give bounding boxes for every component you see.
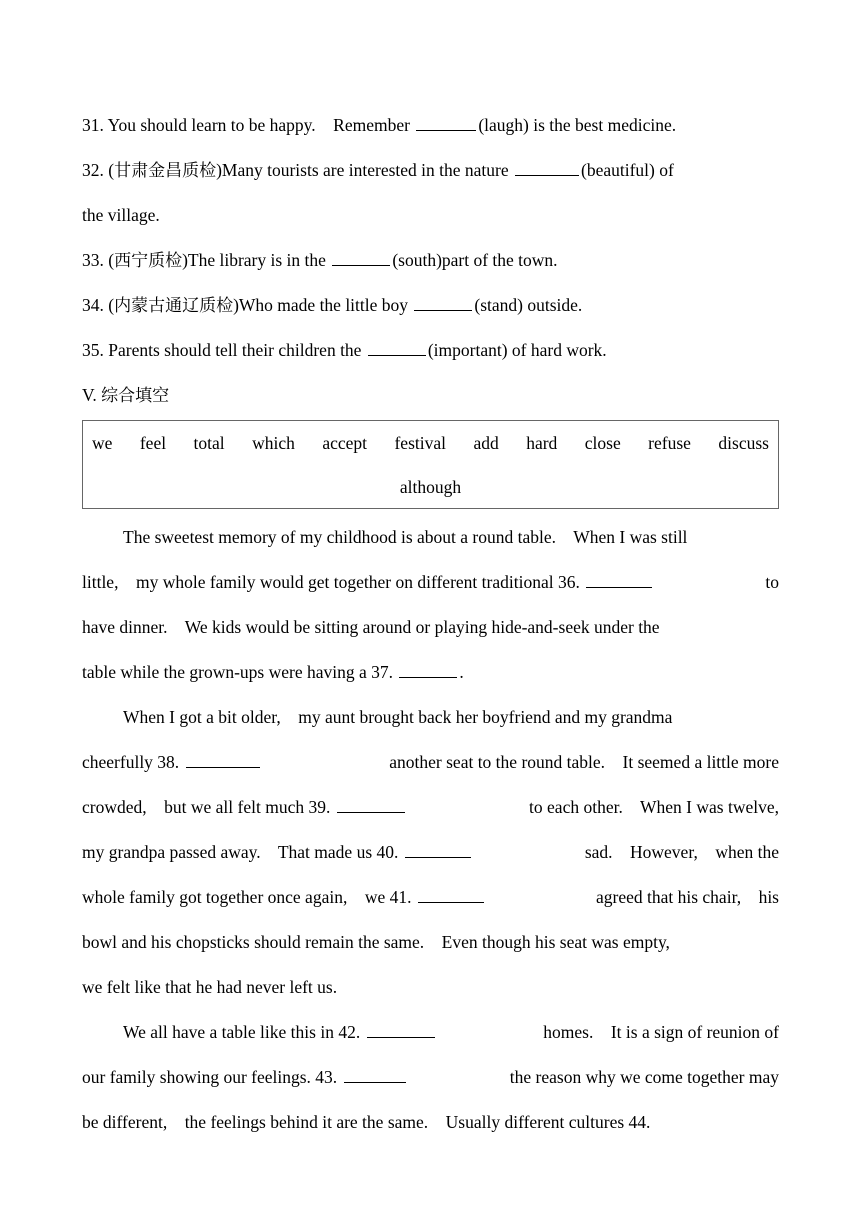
passage-line xyxy=(82,515,779,560)
word-bank-item: feel xyxy=(139,433,167,453)
answer-blank-40[interactable] xyxy=(405,831,471,858)
exercise-text: )The library is in the xyxy=(182,250,331,270)
exercise-text: the village. xyxy=(82,205,160,225)
passage-text: . xyxy=(459,662,464,682)
word-bank-item: refuse xyxy=(648,433,691,453)
passage-text: agreed that his chair, his xyxy=(596,887,779,907)
source-tag: 内蒙古通辽质检 xyxy=(114,296,234,316)
passage-line xyxy=(82,830,779,875)
passage-text: another seat to the round table. It seemed a little more xyxy=(389,752,779,772)
passage-line xyxy=(82,650,779,695)
word-bank-item: close xyxy=(584,433,621,453)
word-hint: (laugh) is the best medicine. xyxy=(478,115,677,135)
passage-line xyxy=(82,1055,779,1100)
answer-blank-41[interactable] xyxy=(418,876,484,903)
passage-line xyxy=(82,785,779,830)
passage-line xyxy=(82,605,779,650)
exercise-text: )Who made the little boy xyxy=(233,295,413,315)
section-number: V. xyxy=(82,385,102,405)
passage-line xyxy=(82,875,779,920)
passage-text: be different, the feelings behind it are the same. Usually different cultures 44. xyxy=(82,1112,651,1132)
passage-text: my grandpa passed away. That made us 40. xyxy=(82,842,399,862)
passage-text: sad. However, when the xyxy=(584,842,779,862)
passage-text: we felt like that he had never left us. xyxy=(82,977,338,997)
answer-blank-42[interactable] xyxy=(367,1011,435,1038)
word-bank-row xyxy=(92,466,769,508)
answer-blank-37[interactable] xyxy=(399,651,457,678)
exercise-33 xyxy=(82,238,779,283)
answer-blank-43[interactable] xyxy=(344,1056,406,1083)
passage-text: to xyxy=(765,572,779,592)
passage-line xyxy=(82,965,779,1010)
answer-blank[interactable] xyxy=(368,329,426,356)
passage-text: The sweetest memory of my childhood is about a round table. When I was still xyxy=(123,527,688,547)
passage-text: homes. It is a sign of reunion of xyxy=(543,1022,779,1042)
answer-blank[interactable] xyxy=(515,149,579,176)
passage-text: whole family got together once again, we 41. xyxy=(82,887,412,907)
word-hint: (important) of hard work. xyxy=(427,340,607,360)
passage-line xyxy=(82,1010,779,1055)
passage-text: crowded, but we all felt much 39. xyxy=(82,797,331,817)
answer-blank-36[interactable] xyxy=(586,561,652,588)
section-title: 综合填空 xyxy=(101,386,170,406)
word-bank-item: we xyxy=(92,433,113,453)
passage-text: bowl and his chopsticks should remain the same. Even though his seat was empty, xyxy=(82,932,670,952)
word-hint: (stand) outside. xyxy=(474,295,583,315)
exercise-number: 34. ( xyxy=(82,295,115,315)
passage-text: little, my whole family would get together on different traditional 36. xyxy=(82,572,580,592)
exercise-35 xyxy=(82,328,779,373)
passage-text: cheerfully 38. xyxy=(82,752,180,772)
exercise-text: You should learn to be happy. Remember xyxy=(107,115,415,135)
word-bank-item: discuss xyxy=(718,433,769,453)
passage-line xyxy=(82,1100,779,1145)
passage-text: to each other. When I was twelve, xyxy=(529,797,779,817)
word-bank-item: festival xyxy=(394,433,446,453)
passage-line xyxy=(82,560,779,605)
source-tag: 甘肃金昌质检 xyxy=(114,161,217,181)
word-bank-box xyxy=(82,420,779,509)
passage-text: When I got a bit older, my aunt brought back her boyfriend and my grandma xyxy=(123,707,673,727)
document-page xyxy=(82,103,779,1145)
answer-blank[interactable] xyxy=(332,239,390,266)
word-bank-row xyxy=(92,421,769,466)
word-hint: (south)part of the town. xyxy=(392,250,558,270)
section-heading xyxy=(82,373,779,418)
passage-text: the reason why we come together may xyxy=(509,1067,779,1087)
word-bank-item: although xyxy=(399,477,462,497)
passage-line xyxy=(82,920,779,965)
passage-text: our family showing our feelings. 43. xyxy=(82,1067,338,1087)
passage-line xyxy=(82,740,779,785)
exercise-number: 31. xyxy=(82,115,108,135)
word-hint: (beautiful) of xyxy=(581,160,674,180)
word-bank-item: total xyxy=(193,433,225,453)
word-bank-item: accept xyxy=(322,433,368,453)
exercise-32-continued xyxy=(82,193,779,238)
exercise-32 xyxy=(82,148,779,193)
exercise-34 xyxy=(82,283,779,328)
exercise-number: 35. xyxy=(82,340,109,360)
passage-text: table while the grown-ups were having a 37. xyxy=(82,662,394,682)
answer-blank-39[interactable] xyxy=(337,786,405,813)
answer-blank[interactable] xyxy=(416,104,476,131)
word-bank-item: hard xyxy=(526,433,558,453)
exercise-text: Parents should tell their children the xyxy=(108,340,366,360)
exercise-text: )Many tourists are interested in the nature xyxy=(216,160,513,180)
passage-text: We all have a table like this in 42. xyxy=(123,1022,361,1042)
exercise-31 xyxy=(82,103,779,148)
passage-text: have dinner. We kids would be sitting around or playing hide-and-seek under the xyxy=(82,617,660,637)
word-bank-item: add xyxy=(473,433,499,453)
passage-line xyxy=(82,695,779,740)
answer-blank-38[interactable] xyxy=(186,741,260,768)
exercise-number: 33. ( xyxy=(82,250,115,270)
word-bank-item: which xyxy=(252,433,295,453)
answer-blank[interactable] xyxy=(414,284,472,311)
exercise-number: 32. ( xyxy=(82,160,115,180)
source-tag: 西宁质检 xyxy=(114,251,183,271)
